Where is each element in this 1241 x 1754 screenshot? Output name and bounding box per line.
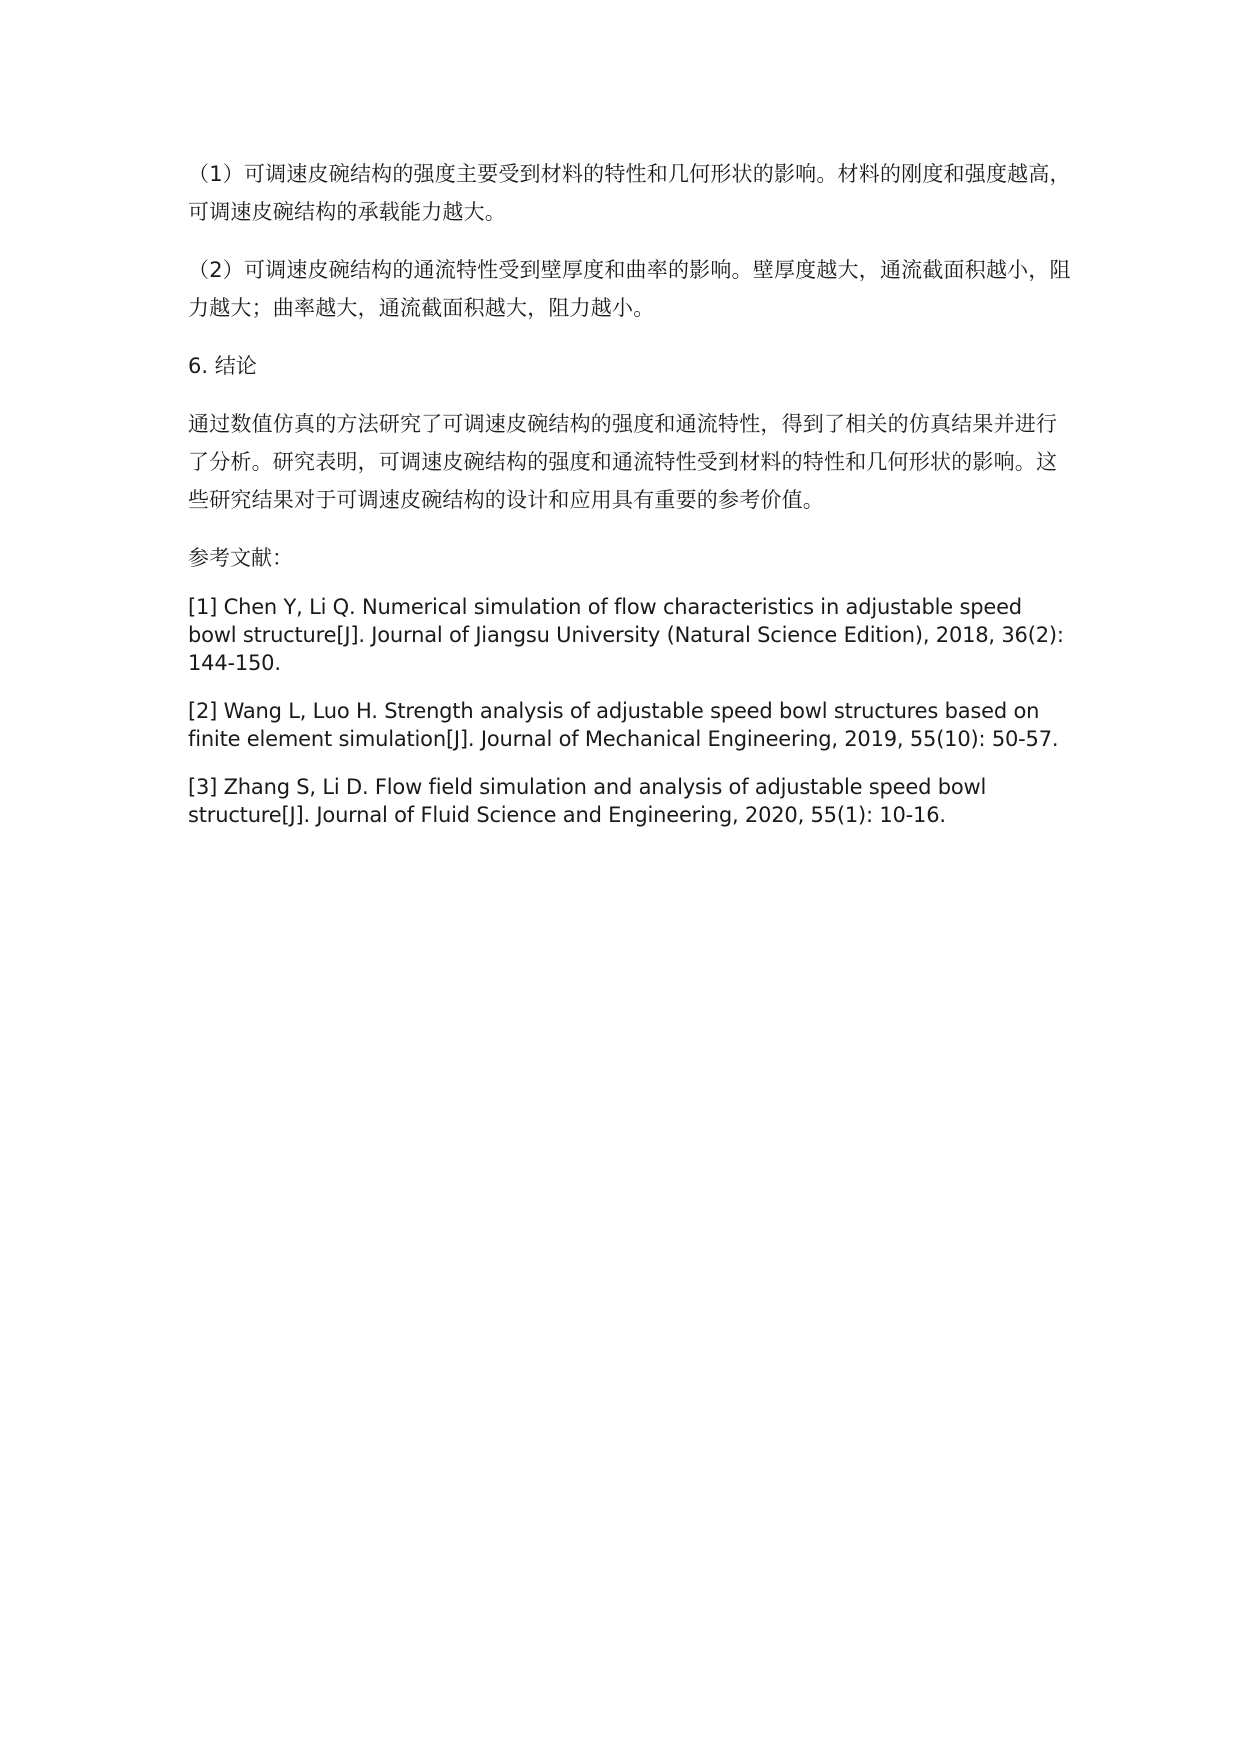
section-heading-conclusion: 6. 结论 bbox=[188, 354, 257, 378]
paragraph-strength: （1）可调速皮碗结构的强度主要受到材料的特性和几何形状的影响。材料的刚度和强度越高，可调速皮碗结构的承载能力越大。 bbox=[188, 162, 1071, 224]
paragraph-conclusion: 通过数值仿真的方法研究了可调速皮碗结构的强度和通流特性，得到了相关的仿真结果并进行了分析。研究表明，可调速皮碗结构的强度和通流特性受到材料的特性和几何形状的影响。这些研究结果对于可调速皮碗结构的设计和应用具有重要的参考价值。 bbox=[188, 412, 1058, 512]
reference-item-1: [1] Chen Y, Li Q. Numerical simulation of flow characteristics in adjustable speed bowl structure[J]. Journal of Jiangsu University (Natural Science Edition), 2018, 36(2): 144-150. bbox=[188, 595, 1064, 675]
paragraph-flow: （2）可调速皮碗结构的通流特性受到壁厚度和曲率的影响。壁厚度越大，通流截面积越小，阻力越大；曲率越大，通流截面积越大，阻力越小。 bbox=[188, 258, 1071, 320]
reference-item-2: [2] Wang L, Luo H. Strength analysis of adjustable speed bowl structures based on finite element simulation[J]. Journal of Mechanical Engineering, 2019, 55(10): 50-57. bbox=[188, 699, 1059, 751]
references-title: 参考文献： bbox=[188, 546, 293, 570]
document-page bbox=[188, 155, 1073, 849]
reference-item-3: [3] Zhang S, Li D. Flow field simulation and analysis of adjustable speed bowl structure[J]. Journal of Fluid Science and Engineering, 2020, 55(1): 10-16. bbox=[188, 775, 987, 827]
